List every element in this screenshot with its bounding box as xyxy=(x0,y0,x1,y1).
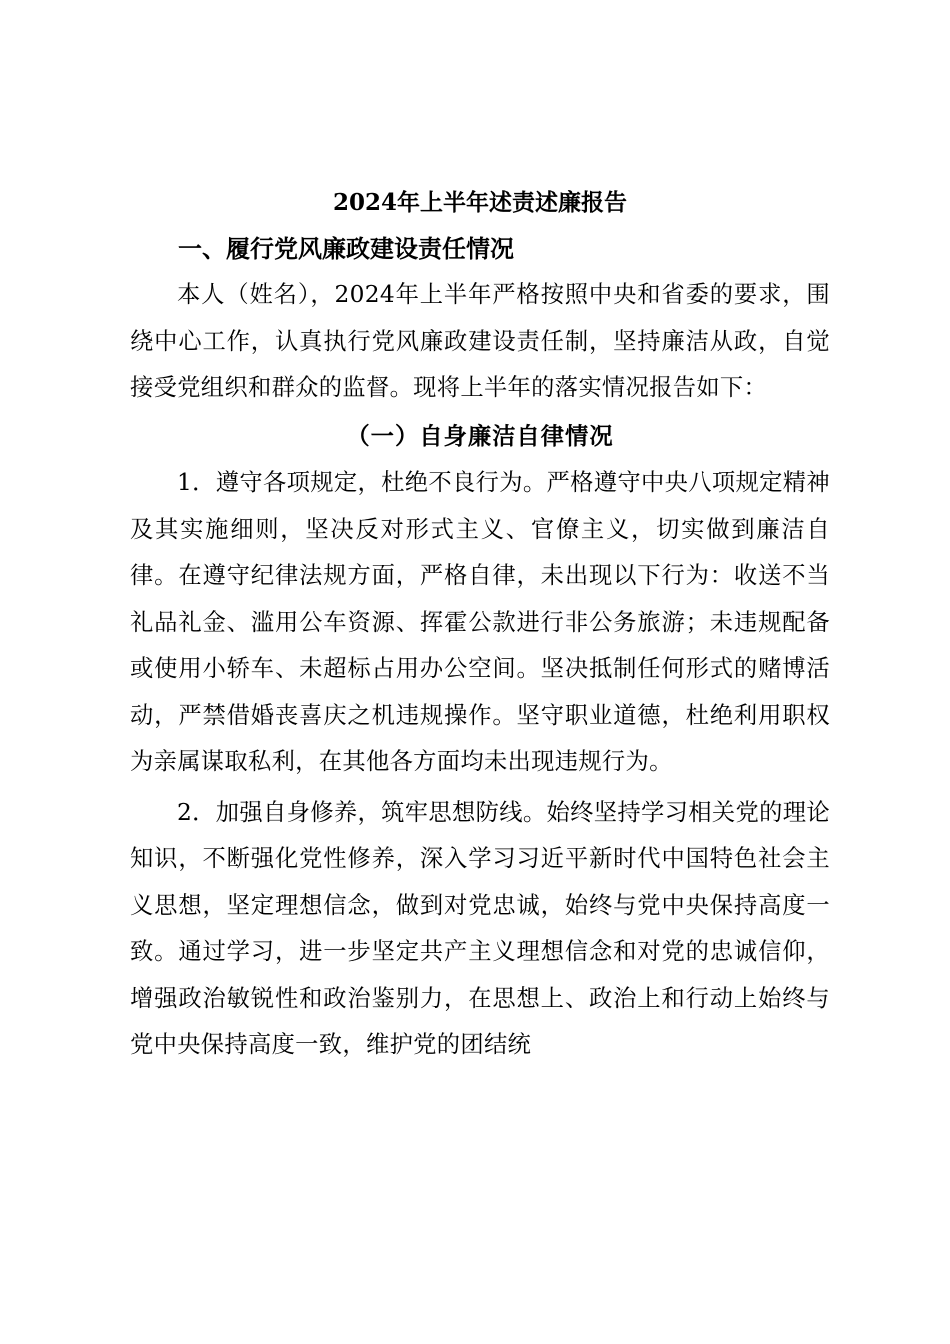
intro-paragraph: 本人（姓名），2024年上半年严格按照中央和省委的要求，围绕中心工作，认真执行党风廉政建设责任制，坚持廉洁从政，自觉接受党组织和群众的监督。现将上半年的落实情况报告如下： xyxy=(130,281,830,401)
item-2-paragraph: 2．加强自身修养，筑牢思想防线。始终坚持学习相关党的理论知识，不断强化党性修养，深入学习习近平新时代中国特色社会主义思想，坚定理想信念，做到对党忠诚，始终与党中央保持高度一致。通过学习，进一步坚定共产主义理想信念和对党的忠诚信仰，增强政治敏锐性和政治鉴别力，在思想上、政治上和行动上始终与党中央保持高度一致，维护党的团结统 xyxy=(130,798,830,1058)
item-1-paragraph: 1．遵守各项规定，杜绝不良行为。严格遵守中央八项规定精神及其实施细则，坚决反对形式主义、官僚主义，切实做到廉洁自律。在遵守纪律法规方面，严格自律，未出现以下行为：收送不当礼品礼金、滥用公车资源、挥霍公款进行非公务旅游；未违规配备或使用小轿车、未超标占用办公空间。坚决抵制任何形式的赌博活动，严禁借婚丧喜庆之机违规操作。坚守职业道德，杜绝利用职权为亲属谋取私利，在其他各方面均未出现违规行为。 xyxy=(130,469,830,775)
document-body xyxy=(130,180,830,1069)
subsection-heading-1: （一）自身廉洁自律情况 xyxy=(346,422,614,450)
document-title: 2024年上半年述责述廉报告 xyxy=(332,189,627,216)
section-heading-1: 一、履行党风廉政建设责任情况 xyxy=(178,235,514,263)
